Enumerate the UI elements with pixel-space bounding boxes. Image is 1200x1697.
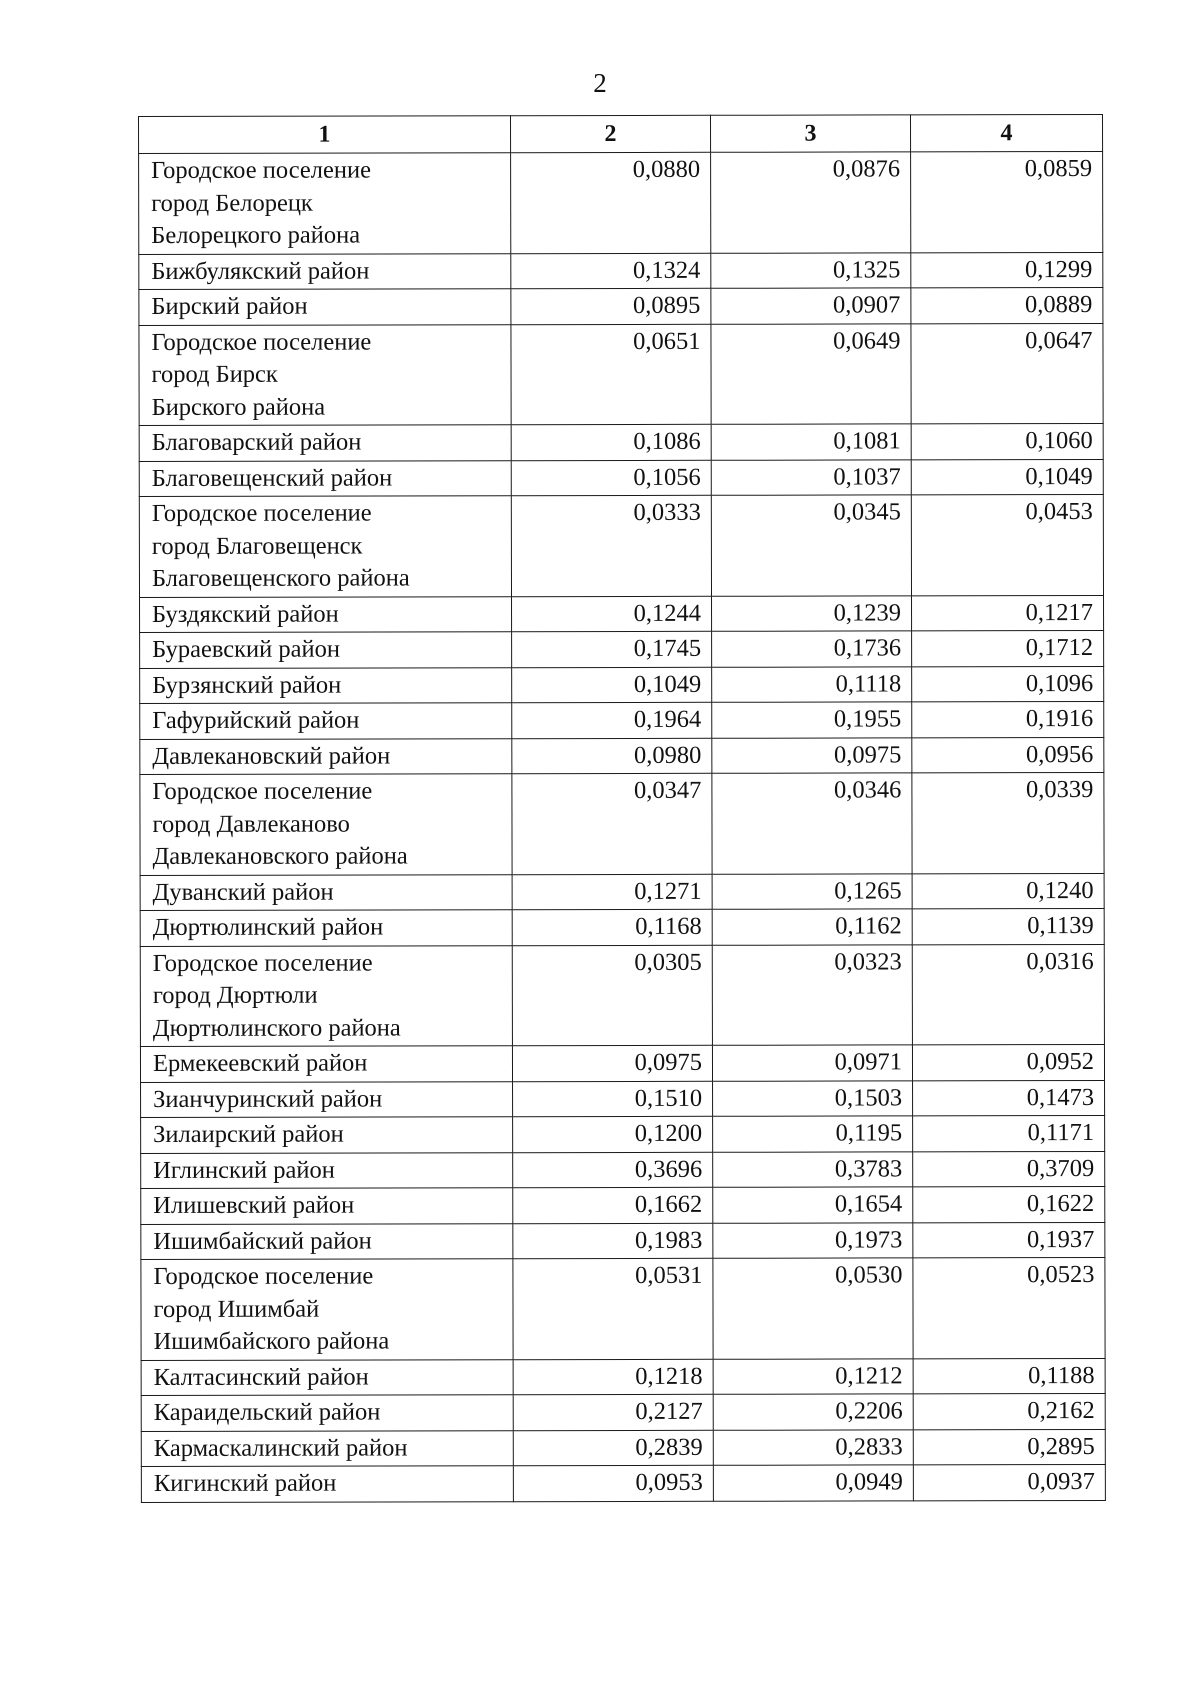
municipality-name-cell: Ишимбайский район — [141, 1223, 513, 1259]
value-col2-cell: 0,1510 — [513, 1081, 713, 1117]
table-row — [139, 423, 1103, 461]
municipality-name-cell: Гафурийский район — [140, 703, 512, 739]
value-col2-cell: 0,1168 — [512, 909, 712, 945]
data-table — [138, 114, 1106, 1503]
municipality-name-cell: Зианчуринский район — [141, 1081, 513, 1117]
value-col2-cell: 0,1271 — [512, 874, 712, 910]
value-col3-cell: 0,0949 — [713, 1465, 913, 1501]
value-col4-cell: 0,0647 — [911, 323, 1103, 424]
value-col2-cell: 0,1662 — [513, 1187, 713, 1223]
municipality-name-cell: Илишевский район — [141, 1188, 513, 1224]
table-body — [139, 151, 1106, 1502]
value-col3-cell: 0,2206 — [713, 1394, 913, 1430]
value-col4-cell: 0,1937 — [913, 1222, 1105, 1258]
value-col4-cell: 0,2895 — [913, 1429, 1105, 1465]
table-row — [141, 1115, 1105, 1153]
table-row — [141, 1464, 1105, 1502]
table-row — [140, 772, 1104, 875]
value-col2-cell: 0,1324 — [511, 253, 711, 289]
value-col2-cell: 0,0953 — [513, 1465, 713, 1501]
municipality-name-cell: Караидельский район — [141, 1395, 513, 1431]
value-col4-cell: 0,1916 — [912, 701, 1104, 737]
table-row — [140, 1044, 1104, 1082]
value-col2-cell: 0,0880 — [511, 152, 711, 253]
value-col3-cell: 0,1118 — [712, 666, 912, 702]
table-row — [140, 873, 1104, 911]
value-col3-cell: 0,0907 — [711, 288, 911, 324]
municipality-name-cell: Иглинский район — [141, 1152, 513, 1188]
table-row — [141, 1186, 1105, 1224]
value-col2-cell: 0,0531 — [513, 1258, 713, 1359]
value-col3-cell: 0,1239 — [712, 595, 912, 631]
value-col3-cell: 0,1503 — [713, 1080, 913, 1116]
table-row — [141, 1080, 1105, 1118]
table-row — [139, 459, 1103, 497]
value-col2-cell: 0,0305 — [512, 945, 712, 1046]
value-col2-cell: 0,0980 — [512, 738, 712, 774]
municipality-name-cell: Городское поселение город Благовещенск Благовещенского района — [139, 496, 511, 597]
value-col2-cell: 0,0975 — [512, 1045, 712, 1081]
value-col2-cell: 0,1086 — [511, 424, 711, 460]
value-col4-cell: 0,0889 — [911, 287, 1103, 323]
table-row — [139, 287, 1103, 325]
value-col4-cell: 0,1240 — [912, 873, 1104, 909]
value-col4-cell: 0,0956 — [912, 737, 1104, 773]
value-col2-cell: 0,1200 — [513, 1116, 713, 1152]
table-row — [140, 630, 1104, 668]
value-col2-cell: 0,0651 — [511, 324, 711, 425]
table-header — [139, 114, 1103, 153]
value-col3-cell: 0,1973 — [713, 1222, 913, 1258]
municipality-name-cell: Городское поселение город Давлеканово Давлекановского района — [140, 774, 512, 875]
value-col3-cell: 0,1162 — [712, 909, 912, 945]
value-col2-cell: 0,0895 — [511, 288, 711, 324]
municipality-name-cell: Зилаирский район — [141, 1117, 513, 1153]
municipality-name-cell: Дюртюлинский район — [140, 910, 512, 946]
value-col4-cell: 0,1188 — [913, 1358, 1105, 1394]
table-row — [141, 1151, 1105, 1189]
municipality-name-cell: Благоварский район — [139, 425, 511, 461]
value-col2-cell: 0,1964 — [512, 702, 712, 738]
value-col4-cell: 0,0453 — [911, 494, 1103, 595]
value-col2-cell: 0,3696 — [513, 1152, 713, 1188]
value-col4-cell: 0,3709 — [913, 1151, 1105, 1187]
value-col2-cell: 0,2839 — [513, 1430, 713, 1466]
value-col3-cell: 0,0975 — [712, 737, 912, 773]
value-col3-cell: 0,1736 — [712, 631, 912, 667]
value-col2-cell: 0,2127 — [513, 1394, 713, 1430]
value-col3-cell: 0,0346 — [712, 773, 912, 874]
value-col3-cell: 0,1212 — [713, 1358, 913, 1394]
table-row — [139, 252, 1103, 290]
value-col2-cell: 0,1244 — [512, 596, 712, 632]
value-col4-cell: 0,1096 — [912, 666, 1104, 702]
value-col4-cell: 0,1171 — [913, 1115, 1105, 1151]
municipality-name-cell: Кигинский район — [141, 1466, 513, 1502]
value-col2-cell: 0,1983 — [513, 1223, 713, 1259]
value-col3-cell: 0,1955 — [712, 702, 912, 738]
municipality-name-cell: Благовещенский район — [139, 460, 511, 496]
municipality-name-cell: Бирский район — [139, 289, 511, 325]
value-col3-cell: 0,1325 — [711, 252, 911, 288]
value-col4-cell: 0,1060 — [911, 423, 1103, 459]
value-col3-cell: 0,1081 — [711, 424, 911, 460]
table-row — [141, 1358, 1105, 1396]
municipality-name-cell: Дуванский район — [140, 874, 512, 910]
value-col4-cell: 0,0937 — [913, 1464, 1105, 1500]
municipality-name-cell: Ермекеевский район — [140, 1046, 512, 1082]
table-row — [140, 944, 1104, 1047]
value-col3-cell: 0,1265 — [712, 873, 912, 909]
value-col2-cell: 0,1218 — [513, 1359, 713, 1395]
value-col4-cell: 0,1049 — [911, 459, 1103, 495]
value-col3-cell: 0,0649 — [711, 323, 911, 424]
municipality-name-cell: Буздякский район — [140, 596, 512, 632]
municipality-name-cell: Калтасинский район — [141, 1359, 513, 1395]
value-col4-cell: 0,2162 — [913, 1393, 1105, 1429]
value-col4-cell: 0,1712 — [912, 630, 1104, 666]
table-row — [141, 1393, 1105, 1431]
table-row — [140, 737, 1104, 775]
value-col4-cell: 0,1473 — [913, 1080, 1105, 1116]
value-col4-cell: 0,1139 — [912, 908, 1104, 944]
value-col4-cell: 0,0952 — [912, 1044, 1104, 1080]
table-row — [139, 323, 1103, 426]
page-number: 2 — [593, 68, 607, 98]
municipality-name-cell: Кармаскалинский район — [141, 1430, 513, 1466]
municipality-name-cell: Городское поселение город Бирск Бирского района — [139, 324, 511, 425]
value-col2-cell: 0,0347 — [512, 773, 712, 874]
municipality-name-cell: Давлекановский район — [140, 738, 512, 774]
column-header-4: 4 — [910, 114, 1102, 151]
value-col3-cell: 0,2833 — [713, 1429, 913, 1465]
table-row — [139, 494, 1103, 597]
value-col3-cell: 0,0323 — [712, 944, 912, 1045]
table-row — [141, 1222, 1105, 1260]
value-col3-cell: 0,0876 — [711, 152, 911, 253]
value-col3-cell: 0,0971 — [712, 1045, 912, 1081]
value-col4-cell: 0,0859 — [911, 151, 1103, 252]
value-col3-cell: 0,1037 — [711, 459, 911, 495]
table-row — [140, 666, 1104, 704]
value-col3-cell: 0,3783 — [713, 1151, 913, 1187]
table-row — [140, 701, 1104, 739]
table-row — [140, 595, 1104, 633]
value-col3-cell: 0,1195 — [713, 1116, 913, 1152]
table-row — [139, 151, 1103, 254]
value-col2-cell: 0,1745 — [512, 631, 712, 667]
value-col4-cell: 0,0316 — [912, 944, 1104, 1045]
value-col4-cell: 0,1299 — [911, 252, 1103, 288]
value-col2-cell: 0,1056 — [511, 460, 711, 496]
column-header-3: 3 — [710, 115, 910, 152]
table-row — [141, 1257, 1105, 1360]
value-col2-cell: 0,0333 — [511, 495, 711, 596]
value-col2-cell: 0,1049 — [512, 667, 712, 703]
municipality-name-cell: Бижбулякский район — [139, 253, 511, 289]
column-header-2: 2 — [511, 115, 711, 152]
header-row — [139, 114, 1103, 153]
value-col4-cell: 0,1622 — [913, 1186, 1105, 1222]
municipality-name-cell: Городское поселение город Белорецк Белорецкого района — [139, 153, 511, 254]
table-row — [140, 908, 1104, 946]
municipality-name-cell: Городское поселение город Дюртюли Дюртюлинского района — [140, 945, 512, 1046]
value-col4-cell: 0,1217 — [912, 595, 1104, 631]
value-col4-cell: 0,0339 — [912, 772, 1104, 873]
municipality-name-cell: Городское поселение город Ишимбай Ишимбайского района — [141, 1259, 513, 1360]
value-col4-cell: 0,0523 — [913, 1257, 1105, 1358]
municipality-name-cell: Бураевский район — [140, 632, 512, 668]
table-row — [141, 1429, 1105, 1467]
value-col3-cell: 0,0345 — [711, 495, 911, 596]
column-header-1: 1 — [139, 116, 511, 154]
value-col3-cell: 0,1654 — [713, 1187, 913, 1223]
municipality-name-cell: Бурзянский район — [140, 667, 512, 703]
value-col3-cell: 0,0530 — [713, 1258, 913, 1359]
